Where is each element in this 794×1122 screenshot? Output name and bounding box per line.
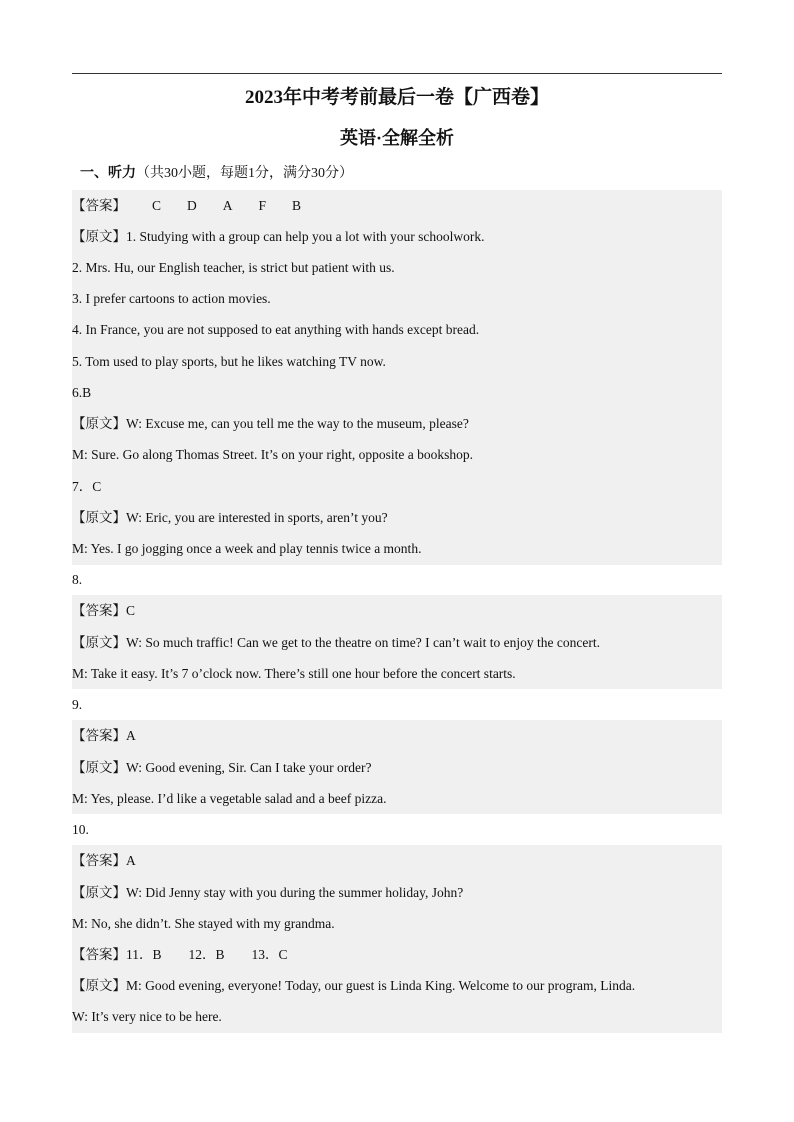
text-line: 【原文】1. Studying with a group can help you a lot with your schoolwork. [72, 229, 485, 244]
text-line: M: Sure. Go along Thomas Street. It’s on your right, opposite a bookshop. [72, 447, 473, 462]
section-heading [80, 160, 353, 188]
text-line: W: It’s very nice to be here. [72, 1009, 222, 1024]
text-line: 【答案】A [72, 853, 136, 868]
text-line: 【原文】M: Good evening, everyone! Today, our guest is Linda King. Welcome to our program, Linda. [72, 978, 636, 993]
text-line: 【原文】W: Eric, you are interested in sports, aren’t you? [72, 510, 388, 525]
text-line: 【原文】W: Did Jenny stay with you during the summer holiday, John? [72, 885, 464, 900]
answer-letter: C [152, 198, 162, 213]
text-line: 4. In France, you are not supposed to eat anything with hands except bread. [72, 322, 480, 337]
answer-letter: D [187, 198, 197, 213]
answer-letter: B [292, 198, 302, 213]
section-heading-label: 一、听力 [80, 166, 136, 181]
text-line: 【原文】W: So much traffic! Can we get to the theatre on time? I can’t wait to enjoy the concert. [72, 635, 600, 650]
answer-letter: A [222, 198, 233, 213]
text-line: 【答案】C [72, 603, 136, 618]
text-line: 2. Mrs. Hu, our English teacher, is strict but patient with us. [72, 260, 395, 275]
text-line: M: No, she didn’t. She stayed with my grandma. [72, 916, 335, 931]
text-line: 【答案】11．B 12．B 13．C [72, 947, 288, 962]
text-line: M: Yes, please. I’d like a vegetable salad and a beef pizza. [72, 791, 387, 806]
text-line: 6.B [72, 385, 92, 400]
text-line: 【答案】A [72, 728, 136, 743]
top-rule [72, 73, 722, 74]
answer-row [72, 190, 722, 221]
text-line: M: Take it easy. It’s 7 o’clock now. There’s still one hour before the concert starts. [72, 666, 516, 681]
page-subtitle: 英语·全解全析 [339, 128, 454, 148]
text-line: 【原文】W: Good evening, Sir. Can I take your order? [72, 760, 372, 775]
text-line: 5. Tom used to play sports, but he likes watching TV now. [72, 354, 386, 369]
text-line: 8. [72, 572, 83, 587]
text-line: 3. I prefer cartoons to action movies. [72, 291, 271, 306]
text-line: 10. [72, 822, 89, 837]
page-title: 2023年中考考前最后一卷【广西卷】 [244, 87, 549, 108]
text-line: M: Yes. I go jogging once a week and play tennis twice a month. [72, 541, 422, 556]
text-line: 9. [72, 697, 83, 712]
answer-letter: F [258, 198, 267, 213]
section-heading-note: （共30小题，每题1分，满分30分） [136, 166, 353, 181]
answer-label: 【答案】 [72, 198, 126, 213]
text-line: 7．C [72, 479, 102, 494]
text-line: 【原文】W: Excuse me, can you tell me the way to the museum, please? [72, 416, 469, 431]
